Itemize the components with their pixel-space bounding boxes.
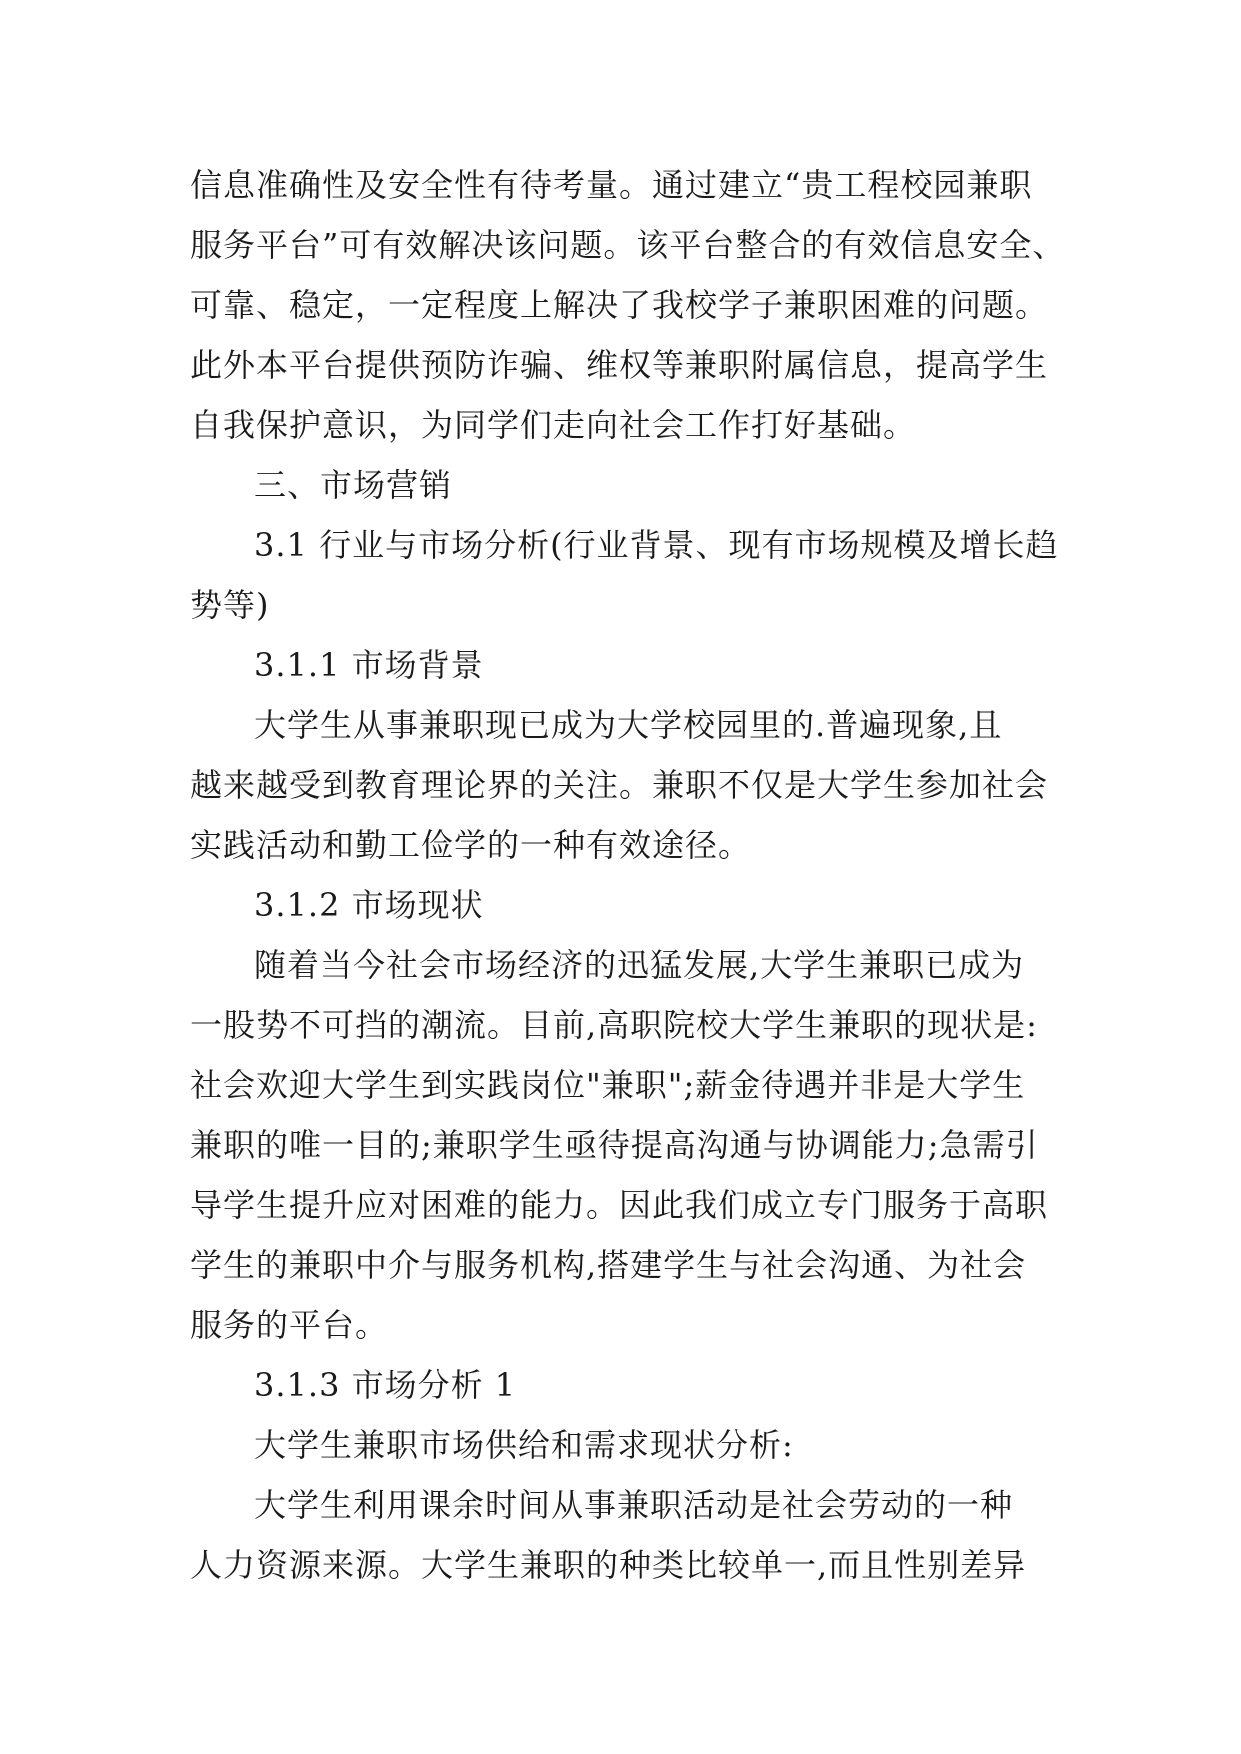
text-line: 人力资源来源。大学生兼职的种类比较单一,而且性别差异: [190, 1546, 1027, 1584]
text-line: 此外本平台提供预防诈骗、维权等兼职附属信息，提高学生: [190, 346, 1049, 384]
text-line: 一股势不可挡的潮流。目前,高职院校大学生兼职的现状是:: [190, 1006, 1038, 1044]
text-line: 学生的兼职中介与服务机构,搭建学生与社会沟通、为社会: [190, 1246, 1027, 1284]
subsection-heading: 3.1.2 市场现状: [254, 886, 484, 924]
text-line: 越来越受到教育理论界的关注。兼职不仅是大学生参加社会: [190, 766, 1049, 804]
text-line: 实践活动和勤工俭学的一种有效途径。: [190, 826, 752, 864]
text-line: 兼职的唯一目的;兼职学生亟待提高沟通与协调能力;急需引: [190, 1126, 1039, 1164]
text-line: 大学生利用课余时间从事兼职活动是社会劳动的一种: [254, 1486, 1014, 1524]
text-line: 大学生兼职市场供给和需求现状分析:: [254, 1426, 794, 1464]
text-line: 服务平台”可有效解决该问题。该平台整合的有效信息安全、: [190, 226, 1066, 264]
text-line: 社会欢迎大学生到实践岗位"兼职";薪金待遇并非是大学生: [190, 1066, 1026, 1104]
text-line: 可靠、稳定，一定程度上解决了我校学子兼职困难的问题。: [190, 286, 1049, 324]
text-line: 导学生提升应对困难的能力。因此我们成立专门服务于高职: [190, 1186, 1049, 1224]
subsection-heading: 3.1.3 市场分析 1: [254, 1366, 517, 1404]
text-line: 信息准确性及安全性有待考量。通过建立“贵工程校园兼职: [190, 166, 1033, 204]
text-line: 服务的平台。: [190, 1306, 389, 1344]
text-line: 势等): [190, 586, 270, 624]
subsection-heading: 3.1 行业与市场分析(行业背景、现有市场规模及增长趋: [254, 526, 1059, 564]
text-line: 大学生从事兼职现已成为大学校园里的.普遍现象,且: [254, 706, 1003, 744]
text-line: 随着当今社会市场经济的迅猛发展,大学生兼职已成为: [254, 946, 1025, 984]
text-line: 自我保护意识，为同学们走向社会工作打好基础。: [190, 406, 917, 444]
subsection-heading: 3.1.1 市场背景: [254, 646, 484, 684]
section-heading: 三、市场营销: [254, 466, 453, 504]
